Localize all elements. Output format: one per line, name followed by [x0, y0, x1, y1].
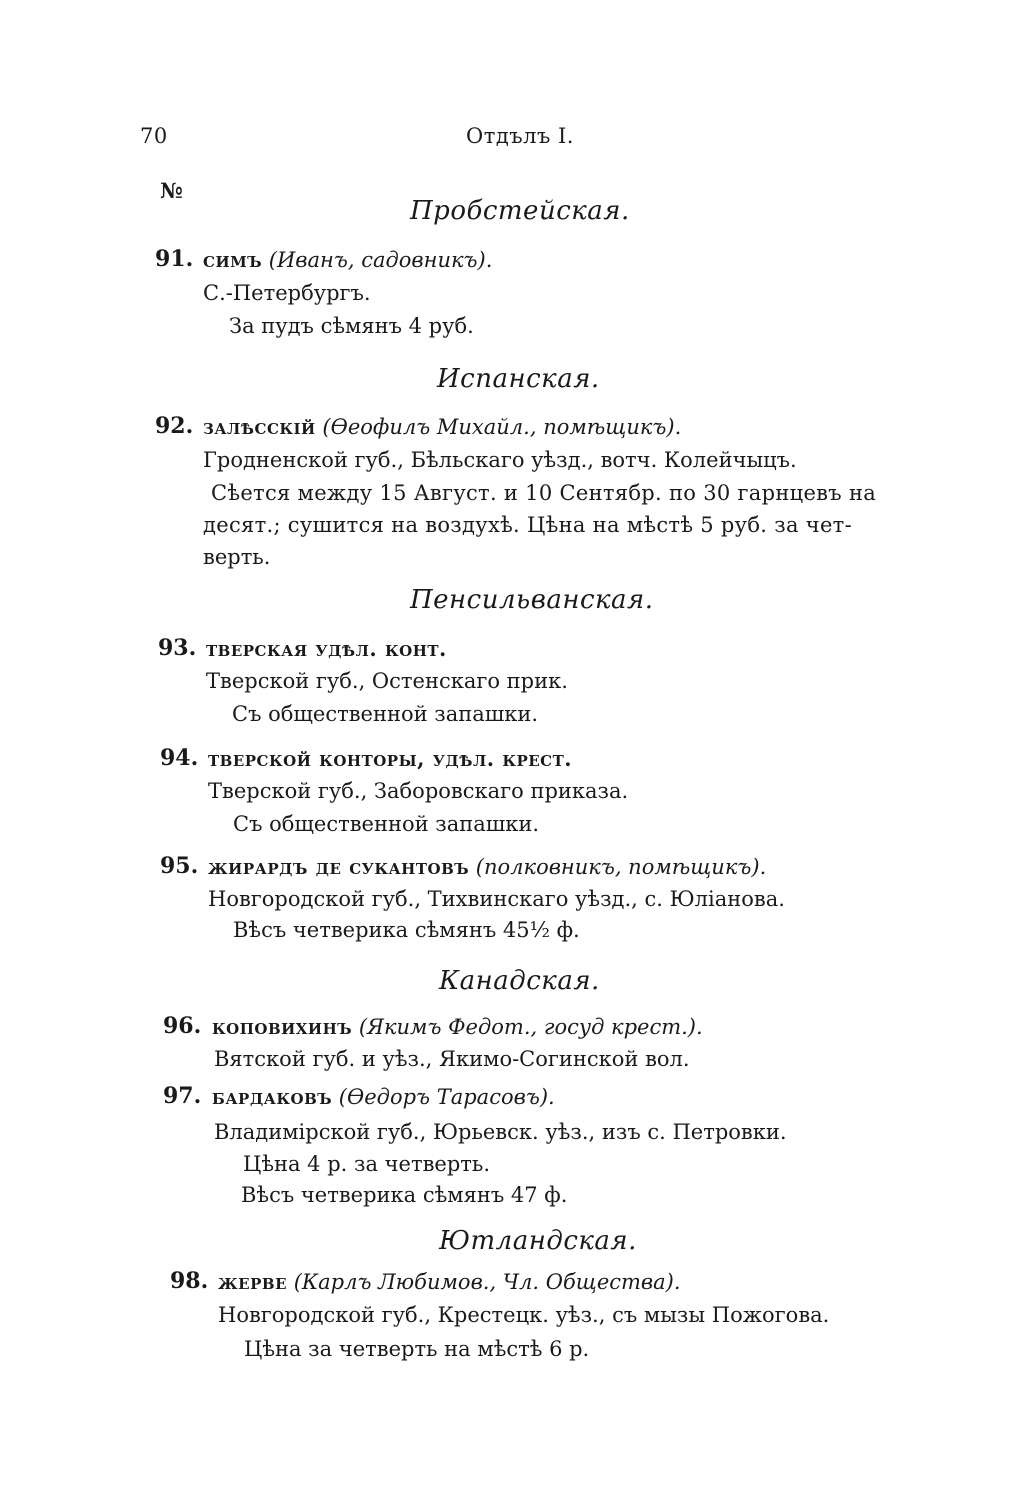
entry-line: Тверской губ., Остенскаго прик. — [206, 669, 568, 693]
section-heading: Пробстейская. — [410, 196, 630, 226]
entry-heading — [203, 247, 492, 272]
entry-line: верть. — [203, 545, 271, 569]
entry-heading — [208, 854, 766, 879]
page-number: 70 — [140, 124, 168, 148]
entry-line: Гродненской губ., Бѣльскаго уѣзд., вотч. Колейчыцъ. — [203, 448, 797, 472]
entry-number: 95. — [160, 853, 199, 879]
entry-name: коповихинъ — [212, 1014, 353, 1039]
entry-line: Новгородской губ., Тихвинскаго уѣзд., с. Юліанова. — [208, 887, 785, 911]
section-heading: Испанская. — [437, 364, 600, 394]
section-heading: Ютландская. — [439, 1226, 637, 1256]
entry-heading — [212, 1084, 555, 1109]
entry-name: тверской конторы, удѣл. крест. — [208, 746, 573, 771]
entry-line: Съ общественной запашки. — [233, 812, 540, 836]
entry-line: Вѣсъ четверика сѣмянъ 45½ ф. — [233, 918, 580, 942]
entry-heading — [206, 636, 447, 661]
number-column-sign: № — [160, 178, 184, 203]
entry-description: (Ѳеофилъ Михайл., помѣщикъ). — [322, 415, 682, 439]
entry-line: За пудъ сѣмянъ 4 руб. — [229, 314, 474, 338]
entry-number: 98. — [170, 1268, 209, 1294]
entry-line: Владимірской губ., Юрьевск. уѣз., изъ с. Петровки. — [214, 1120, 787, 1144]
entry-number: 92. — [155, 413, 194, 439]
entry-description: (Якимъ Федот., госуд крест.). — [358, 1015, 703, 1039]
entry-heading — [218, 1269, 681, 1294]
entry-name: бардаковъ — [212, 1084, 333, 1109]
entry-number: 96. — [163, 1013, 202, 1039]
entry-line: Цѣна за четверть на мѣстѣ 6 р. — [244, 1337, 590, 1361]
entry-name: жерве — [218, 1269, 288, 1294]
entry-description: (Ѳедоръ Тарасовъ). — [338, 1085, 555, 1109]
entry-line: Тверской губ., Заборовскаго приказа. — [208, 779, 629, 803]
entry-description: (Карлъ Любимов., Чл. Общества). — [293, 1270, 681, 1294]
entry-name: жирардъ де сукантовъ — [208, 854, 470, 879]
running-head: Отдълъ I. — [466, 124, 574, 148]
entry-line: С.-Петербургъ. — [203, 281, 371, 305]
entry-heading — [212, 1014, 703, 1039]
entry-description: (полковникъ, помѣщикъ). — [475, 855, 767, 879]
entry-line: Новгородской губ., Крестецк. уѣз., съ мызы Пожогова. — [218, 1303, 830, 1327]
entry-description: (Иванъ, садовникъ). — [268, 248, 493, 272]
section-heading: Пенсильванская. — [410, 585, 654, 615]
entry-line: Цѣна 4 р. за четверть. — [243, 1152, 490, 1176]
entry-name: тверская удѣл. конт. — [206, 636, 447, 661]
entry-number: 93. — [158, 635, 197, 661]
entry-line: десят.; сушится на воздухѣ. Цѣна на мѣстѣ 5 руб. за чет- — [203, 513, 852, 537]
entry-line: Съ общественной запашки. — [232, 702, 539, 726]
section-heading: Канадская. — [439, 966, 600, 996]
entry-number: 94. — [160, 745, 199, 771]
entry-line: Вятской губ. и уѣз., Якимо-Согинской вол. — [214, 1047, 690, 1071]
entry-number: 97. — [163, 1083, 202, 1109]
entry-heading — [203, 414, 681, 439]
entry-line: Вѣсъ четверика сѣмянъ 47 ф. — [241, 1183, 568, 1207]
entry-line: Сѣется между 15 Август. и 10 Сентябр. по 30 гарнцевъ на — [211, 481, 877, 505]
entry-name: симъ — [203, 247, 263, 272]
entry-name: залѣсскій — [203, 414, 316, 439]
entry-number: 91. — [155, 246, 194, 272]
entry-heading — [208, 746, 572, 771]
